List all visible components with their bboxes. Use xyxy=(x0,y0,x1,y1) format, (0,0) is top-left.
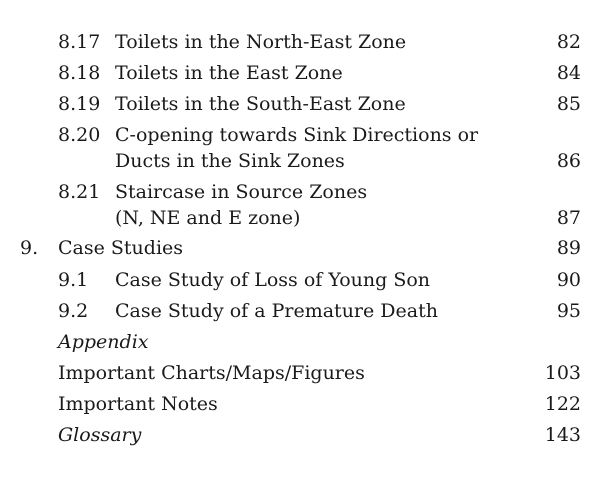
entry-title-line2: Ducts in the Sink Zones xyxy=(115,150,345,172)
entry-page-number: 84 xyxy=(556,62,581,84)
entry-page-number: 95 xyxy=(556,300,581,322)
entry-title-line1: Staircase in Source Zones xyxy=(115,181,368,203)
entry-title: Case Study of a Premature Death xyxy=(115,300,438,322)
entry-number: 9.1 xyxy=(58,269,89,291)
entry-number: 9.2 xyxy=(58,300,89,322)
appendix-heading: Appendix xyxy=(58,331,149,353)
entry-title: Glossary xyxy=(58,424,142,446)
entry-number: 8.18 xyxy=(58,62,101,84)
entry-number: 8.17 xyxy=(58,31,101,53)
entry-page-number: 89 xyxy=(556,237,581,259)
entry-page-number: 143 xyxy=(544,424,581,446)
entry-number: 8.21 xyxy=(58,181,101,203)
entry-page-number: 87 xyxy=(556,207,581,229)
entry-page-number: 90 xyxy=(556,269,581,291)
entry-title: Important Charts/Maps/Figures xyxy=(58,362,365,384)
entry-title-line2: (N, NE and E zone) xyxy=(115,207,301,229)
entry-page-number: 86 xyxy=(556,150,581,172)
entry-number: 8.19 xyxy=(58,93,101,115)
entry-page-number: 85 xyxy=(556,93,581,115)
entry-title: Important Notes xyxy=(58,393,218,415)
entry-title: Case Study of Loss of Young Son xyxy=(115,269,431,291)
entry-page-number: 82 xyxy=(556,31,581,53)
entry-number: 8.20 xyxy=(58,124,101,146)
entry-title: Toilets in the South-East Zone xyxy=(115,93,406,115)
entry-title: Toilets in the East Zone xyxy=(115,62,343,84)
entry-page-number: 103 xyxy=(544,362,581,384)
entry-page-number: 122 xyxy=(544,393,581,415)
entry-title: Case Studies xyxy=(58,237,184,259)
entry-title-line1: C-opening towards Sink Directions or xyxy=(115,124,479,146)
entry-number: 9. xyxy=(20,237,39,259)
entry-title: Toilets in the North-East Zone xyxy=(115,31,407,53)
